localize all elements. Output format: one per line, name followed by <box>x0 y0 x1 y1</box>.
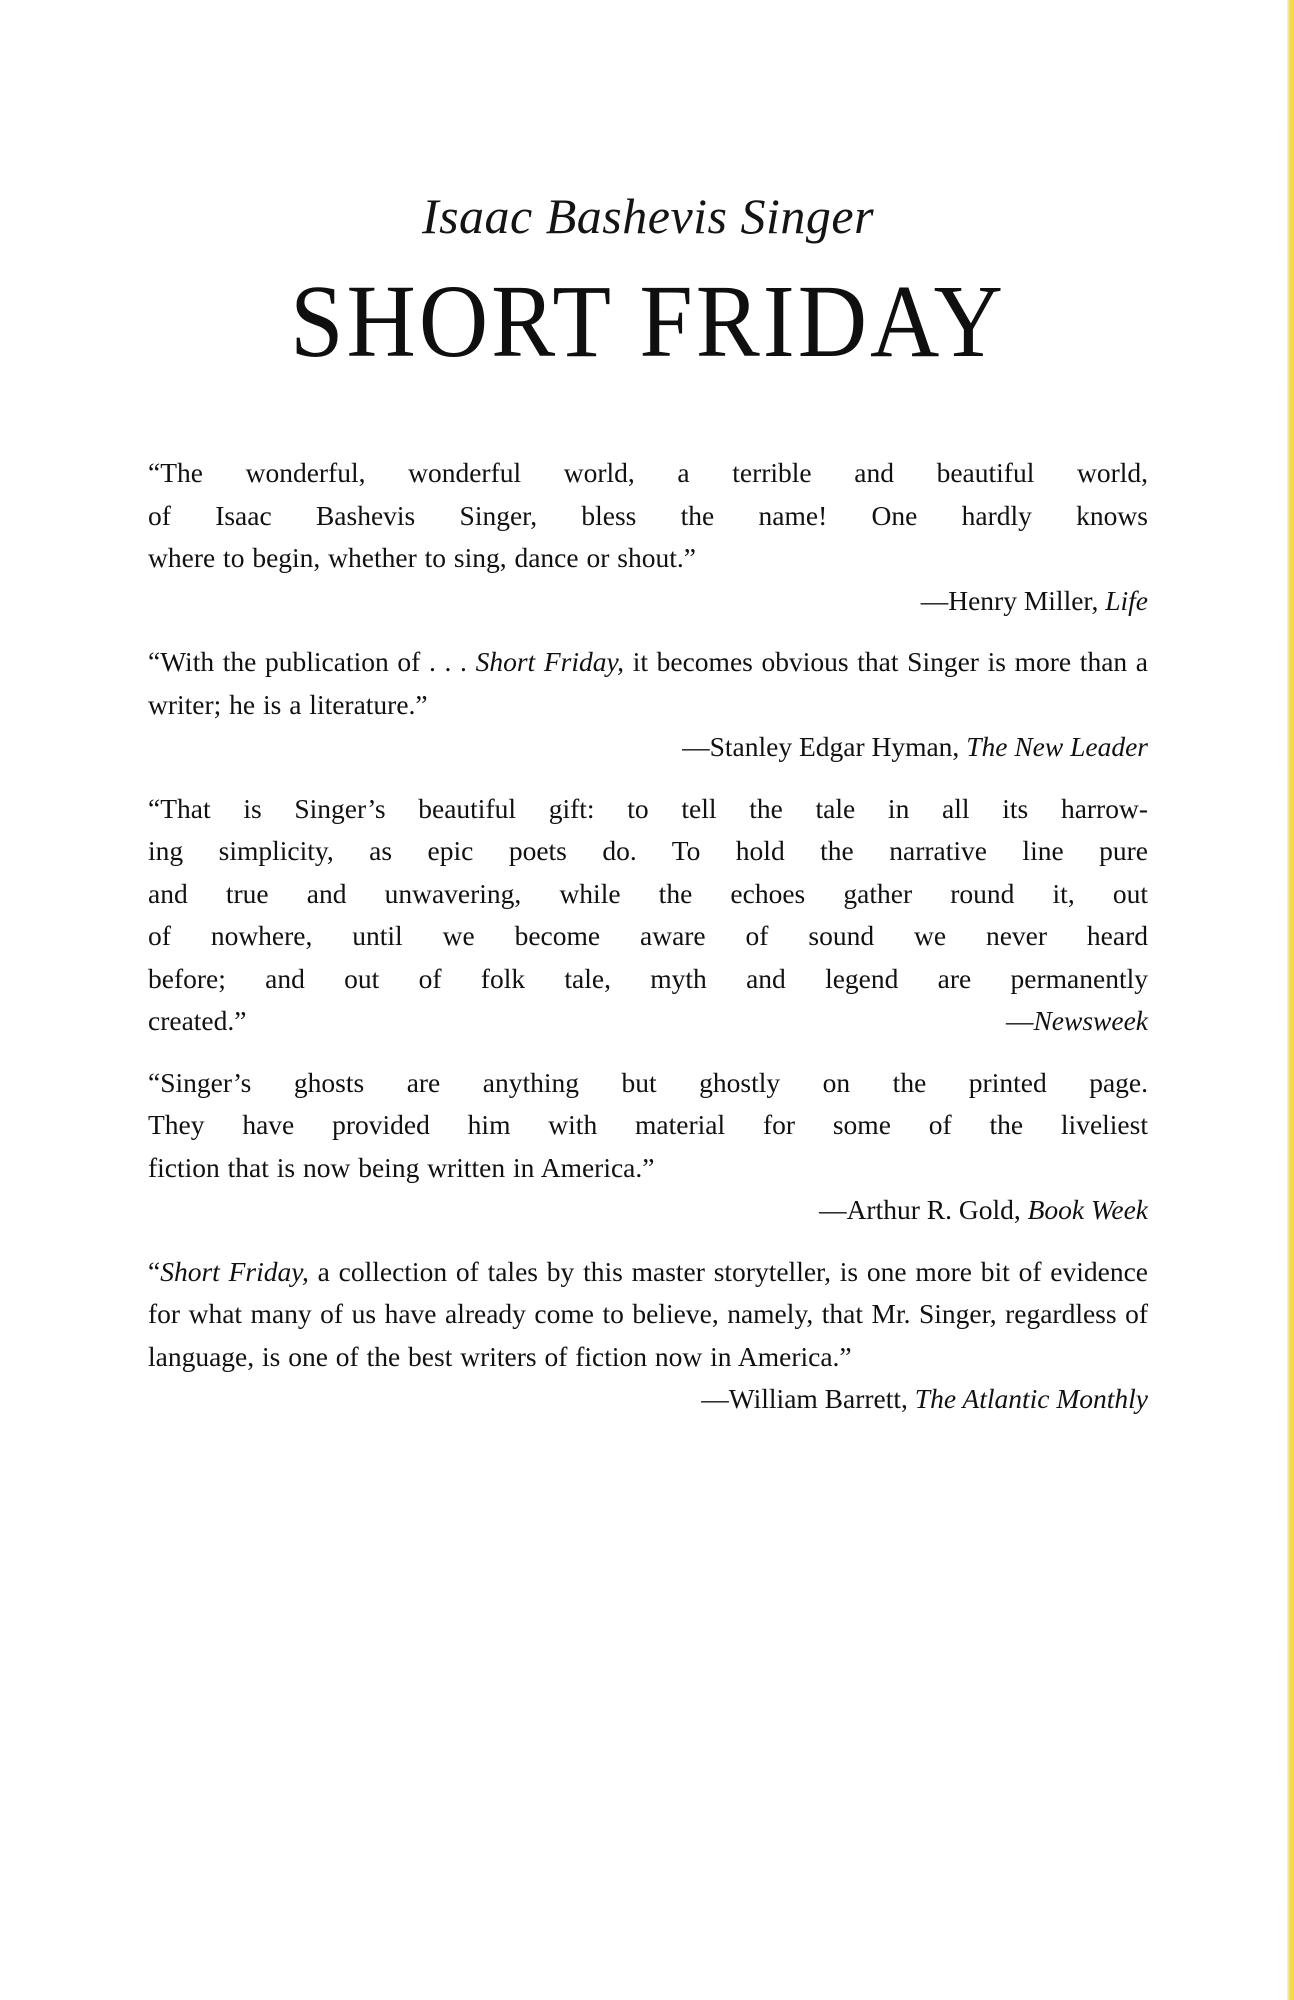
blurb-newsweek <box>148 788 1148 1043</box>
quote-line: of nowhere, until we become aware of sound we never heard <box>148 920 1148 951</box>
blurb-william-barrett <box>148 1251 1148 1421</box>
blurb-arthur-r-gold <box>148 1062 1148 1232</box>
reviewer-name: —Henry Miller, <box>920 584 1106 616</box>
quote-text: a collection of tales by this master storyteller, is one more bit of evidence for what many of us have already come to believe, namely, that Mr. Singer, regardless of language, is one of the best writers of fiction now in America.” <box>148 1255 1148 1372</box>
publication-name: Life <box>1105 584 1148 616</box>
blurb-quote <box>148 1251 1148 1379</box>
quote-line: created.” <box>148 1005 247 1036</box>
blurb-attribution <box>148 1378 1148 1421</box>
quote-text: it becomes obvious that Singer is more than a writer; he is a literature.” <box>148 646 1149 720</box>
quote-line: before; and out of folk tale, myth and legend are permanently <box>148 962 1148 994</box>
blurb-attribution <box>148 580 1148 623</box>
blurb-attribution <box>148 1189 1148 1232</box>
publication-name: The Atlantic Monthly <box>914 1383 1148 1414</box>
quote-line: “Singer’s ghosts are anything but ghostly on the printed page. <box>148 1066 1148 1098</box>
quote-line: ing simplicity, as epic poets do. To hold the narrative line pure <box>148 835 1148 866</box>
blurb-quote <box>148 788 1148 1001</box>
quote-line: “That is Singer’s beautiful gift: to tell the tale in all its harrow- <box>148 792 1148 824</box>
reviewer-dash: — <box>1005 1005 1034 1036</box>
blurb-quote <box>148 1062 1148 1190</box>
quote-line: “The wonderful, wonderful world, a terrible and beautiful world, <box>148 457 1148 488</box>
blurb-attribution <box>1006 1000 1148 1043</box>
blurb-attribution <box>148 726 1148 769</box>
author-name: Isaac Bashevis Singer <box>421 188 875 244</box>
publication-name: The New Leader <box>966 731 1148 762</box>
quote-line: where to begin, whether to sing, dance or shout.” <box>148 542 696 573</box>
quote-text: “ <box>148 1255 161 1287</box>
quote-line: of Isaac Bashevis Singer, bless the name! One hardly knows <box>148 499 1148 531</box>
publication-name: Book Week <box>1027 1194 1148 1225</box>
reviewer-name: —Arthur R. Gold, <box>819 1194 1028 1225</box>
reviewer-name: —William Barrett, <box>701 1383 915 1414</box>
blurb-henry-miller <box>148 452 1148 622</box>
quote-italic-title: Short Friday, <box>160 1255 309 1287</box>
quote-italic-title: Short Friday, <box>475 646 625 677</box>
quote-line: They have provided him with material for some of the liveliest <box>148 1109 1148 1140</box>
blurb-quote <box>148 452 1148 580</box>
blurb-stanley-edgar-hyman <box>148 641 1148 769</box>
quote-line: and true and unwavering, while the echoes gather round it, out <box>148 877 1148 909</box>
quote-text: “With the publication of . . . <box>148 646 476 677</box>
blurb-last-line-with-attribution <box>148 1000 1148 1043</box>
publication-name: Newsweek <box>1033 1005 1148 1036</box>
yellow-page-edge <box>1287 0 1294 2000</box>
quote-line: fiction that is now being written in America.” <box>148 1151 655 1183</box>
book-title: SHORT FRIDAY <box>290 263 1006 379</box>
reviewer-name: —Stanley Edgar Hyman, <box>682 731 967 762</box>
blurb-quote <box>148 641 1148 726</box>
review-blurbs <box>148 452 1148 1440</box>
